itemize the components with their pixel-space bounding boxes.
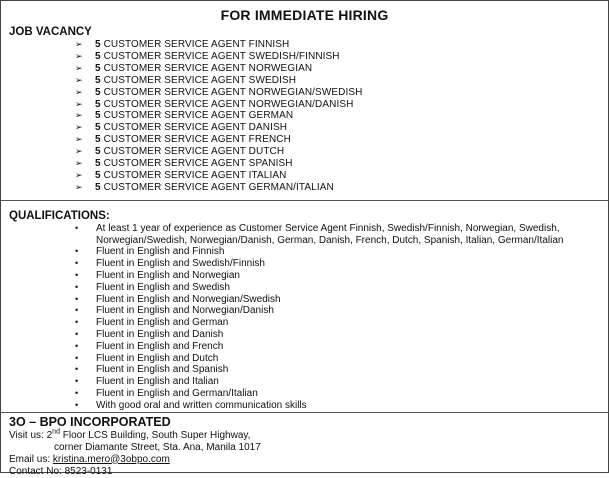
qualification-item — [75, 364, 608, 376]
position-count: 5 — [95, 86, 101, 98]
position-title: CUSTOMER SERVICE AGENT GERMAN/ITALIAN — [103, 181, 334, 193]
qualification-item — [75, 341, 608, 353]
position-title: CUSTOMER SERVICE AGENT GERMAN — [103, 110, 294, 122]
position-title: CUSTOMER SERVICE AGENT NORWEGIAN/DANISH — [103, 98, 354, 110]
qualification-text: Fluent in English and Italian — [96, 376, 219, 388]
position-title: CUSTOMER SERVICE AGENT SWEDISH/FINNISH — [103, 50, 340, 62]
position-list — [1, 39, 608, 194]
position-count: 5 — [95, 39, 101, 50]
qualification-item — [75, 258, 608, 270]
position-count: 5 — [95, 50, 101, 62]
qualification-item — [75, 400, 608, 412]
qualification-text: Fluent in English and Spanish — [96, 364, 229, 376]
arrow-bullet-icon: ➢ — [75, 169, 83, 180]
arrow-bullet-icon: ➢ — [75, 181, 83, 192]
company-name: 3O – BPO INCORPORATED — [9, 414, 171, 429]
position-count: 5 — [95, 98, 101, 110]
company-section — [1, 413, 608, 478]
address-line-1-rest: Floor LCS Building, South Super Highway, — [59, 429, 251, 441]
job-vacancy-section — [1, 23, 608, 194]
position-title: CUSTOMER SERVICE AGENT SWEDISH — [103, 74, 297, 86]
position-count: 5 — [95, 74, 101, 86]
position-count: 5 — [95, 158, 101, 170]
position-title: CUSTOMER SERVICE AGENT ITALIAN — [103, 169, 287, 181]
qualification-text: Fluent in English and French — [96, 340, 224, 352]
qualifications-heading: QUALIFICATIONS: — [9, 209, 110, 222]
position-item — [75, 158, 608, 170]
arrow-bullet-icon: ➢ — [75, 62, 83, 73]
position-title: CUSTOMER SERVICE AGENT FRENCH — [103, 134, 291, 146]
bullet-icon: • — [75, 269, 79, 280]
position-title: CUSTOMER SERVICE AGENT FINNISH — [103, 39, 290, 50]
position-item — [75, 110, 608, 122]
qualification-text: Fluent in English and Dutch — [96, 352, 219, 364]
position-count: 5 — [95, 181, 101, 193]
qualification-text: Fluent in English and Norwegian/Danish — [96, 305, 274, 317]
qualifications-section — [1, 201, 608, 412]
position-count: 5 — [95, 110, 101, 122]
bullet-icon: • — [75, 281, 79, 292]
qualification-text: Fluent in English and Swedish — [96, 281, 230, 293]
qualification-item — [75, 376, 608, 388]
qualification-text: With good oral and written communication skills — [96, 399, 307, 411]
qualification-list — [1, 223, 608, 412]
qualification-item — [75, 329, 608, 341]
arrow-bullet-icon: ➢ — [75, 39, 83, 49]
email-label: Email us: — [9, 453, 53, 465]
qualification-item — [75, 305, 608, 317]
visit-prefix: Visit us: 2 — [9, 429, 53, 441]
arrow-bullet-icon: ➢ — [75, 122, 83, 133]
position-title: CUSTOMER SERVICE AGENT DUTCH — [103, 146, 285, 158]
qualification-item — [75, 270, 608, 282]
bullet-icon: • — [75, 376, 79, 387]
bullet-icon: • — [75, 340, 79, 351]
email-link[interactable]: kristina.mero@3obpo.com — [52, 453, 170, 465]
bullet-icon: • — [75, 222, 79, 233]
arrow-bullet-icon: ➢ — [75, 50, 83, 61]
address-line-2: corner Diamante Street, Sta. Ana, Manila 1017 — [54, 441, 261, 453]
ordinal-suffix: nd — [52, 428, 60, 436]
arrow-bullet-icon: ➢ — [75, 74, 83, 85]
qualification-text: Fluent in English and Swedish/Finnish — [96, 258, 265, 270]
arrow-bullet-icon: ➢ — [75, 146, 83, 157]
qualification-item — [75, 246, 608, 258]
position-title: CUSTOMER SERVICE AGENT DANISH — [103, 122, 288, 134]
position-item — [75, 87, 608, 99]
position-item — [75, 134, 608, 146]
page-title: FOR IMMEDIATE HIRING — [220, 7, 389, 23]
position-count: 5 — [95, 62, 101, 74]
position-item — [75, 122, 608, 134]
qualification-text: Fluent in English and German/Italian — [96, 387, 258, 399]
bullet-icon: • — [75, 328, 79, 339]
position-item — [75, 170, 608, 182]
bullet-icon: • — [75, 305, 79, 316]
arrow-bullet-icon: ➢ — [75, 158, 83, 169]
qualification-text: Fluent in English and Norwegian — [96, 269, 240, 281]
qualification-text: Fluent in English and Norwegian/Swedish — [96, 293, 281, 305]
position-item — [75, 63, 608, 75]
bullet-icon: • — [75, 364, 79, 375]
bullet-icon: • — [75, 317, 79, 328]
position-item — [75, 75, 608, 87]
position-title: CUSTOMER SERVICE AGENT NORWEGIAN — [103, 62, 313, 74]
position-count: 5 — [95, 134, 101, 146]
position-item — [75, 146, 608, 158]
qualification-item — [75, 282, 608, 294]
position-item — [75, 182, 608, 194]
qualification-item — [75, 353, 608, 365]
address-line-1 — [9, 430, 608, 442]
arrow-bullet-icon: ➢ — [75, 134, 83, 145]
qualification-item — [75, 317, 608, 329]
bullet-icon: • — [75, 258, 79, 269]
position-title: CUSTOMER SERVICE AGENT NORWEGIAN/SWEDISH — [103, 86, 363, 98]
arrow-bullet-icon: ➢ — [75, 110, 83, 121]
email-line — [9, 454, 608, 466]
position-count: 5 — [95, 122, 101, 134]
position-count: 5 — [95, 146, 101, 158]
position-title: CUSTOMER SERVICE AGENT SPANISH — [103, 158, 293, 170]
qualification-text: Fluent in English and Danish — [96, 328, 224, 340]
qualification-text: Fluent in English and Finnish — [96, 246, 225, 258]
position-item — [75, 99, 608, 111]
bullet-icon: • — [75, 246, 79, 257]
bullet-icon: • — [75, 399, 79, 410]
arrow-bullet-icon: ➢ — [75, 98, 83, 109]
position-count: 5 — [95, 169, 101, 181]
bullet-icon: • — [75, 387, 79, 398]
qualification-item — [75, 223, 608, 247]
qualification-item — [75, 388, 608, 400]
qualification-text: Fluent in English and German — [96, 317, 229, 329]
bullet-icon: • — [75, 293, 79, 304]
contact-number: Contact No: 8523-0131 — [9, 465, 113, 477]
arrow-bullet-icon: ➢ — [75, 86, 83, 97]
position-item — [75, 39, 608, 51]
qualification-item — [75, 294, 608, 306]
position-item — [75, 51, 608, 63]
qualification-text: At least 1 year of experience as Customer Service Agent Finnish, Swedish/Finnish, Norwegian, Swedish, Norwegian/Swedish, Norwegian/Danish, German, Danish, French, Dutch, Spanish, Italian, German/Italian — [96, 222, 564, 246]
job-vacancy-heading: JOB VACANCY — [9, 26, 92, 38]
bullet-icon: • — [75, 352, 79, 363]
